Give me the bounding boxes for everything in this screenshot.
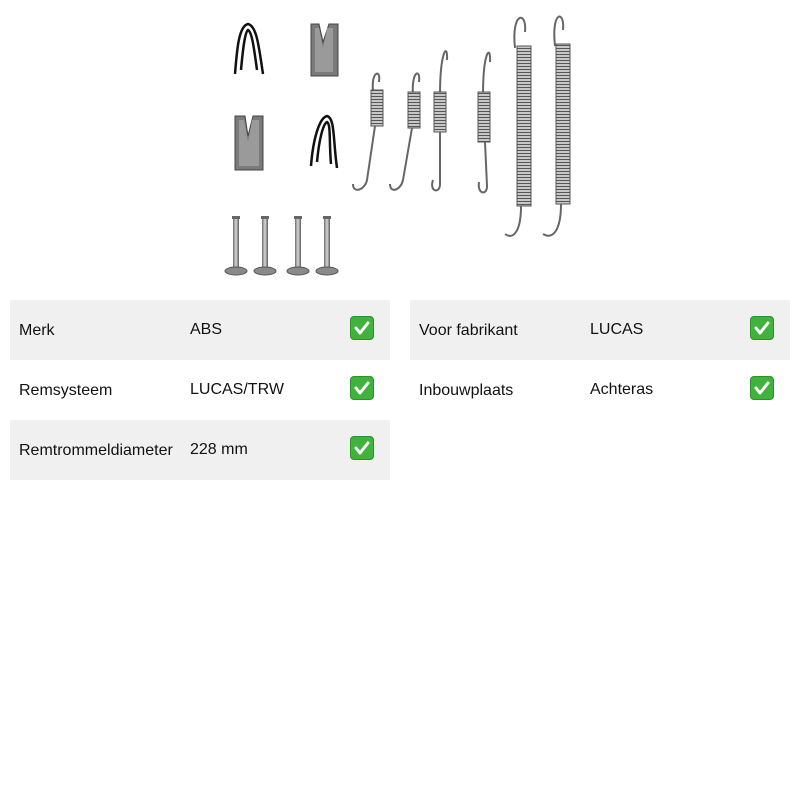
check-mark-icon: [350, 376, 374, 400]
spec-value: LUCAS: [590, 321, 644, 338]
product-image: [215, 8, 590, 288]
spec-value: ABS: [190, 321, 223, 338]
spec-row-inbouwplaats: [410, 360, 790, 420]
check-mark-icon: [750, 316, 774, 340]
spec-row-voor-fabrikant: [410, 300, 790, 360]
short-springs: [353, 51, 490, 192]
black-clip-bottom: [311, 116, 337, 168]
spec-row-remtrommeldiameter: [10, 420, 390, 480]
spec-value: Achteras: [590, 381, 654, 398]
spec-label: Merk: [19, 322, 55, 339]
check-mark-icon: [750, 376, 774, 400]
spec-label: Remtrommeldiameter: [19, 442, 173, 459]
spec-table-right: [410, 300, 790, 420]
metal-clip-plate-bottom: [235, 116, 263, 170]
black-clip-top: [235, 24, 263, 74]
spec-row-remsysteem: [10, 360, 390, 420]
spec-label: Voor fabrikant: [419, 322, 518, 339]
hold-down-pins: [225, 216, 338, 275]
metal-clip-plate-top: [311, 24, 338, 76]
spec-row-merk: [10, 300, 390, 360]
spec-value: LUCAS/TRW: [190, 381, 284, 398]
check-mark-icon: [350, 436, 374, 460]
spec-table-left: [10, 300, 390, 480]
check-mark-icon: [350, 316, 374, 340]
spec-value: 228 mm: [190, 441, 248, 458]
spec-label: Remsysteem: [19, 382, 113, 399]
spec-label: Inbouwplaats: [419, 382, 514, 399]
long-springs: [505, 17, 570, 236]
